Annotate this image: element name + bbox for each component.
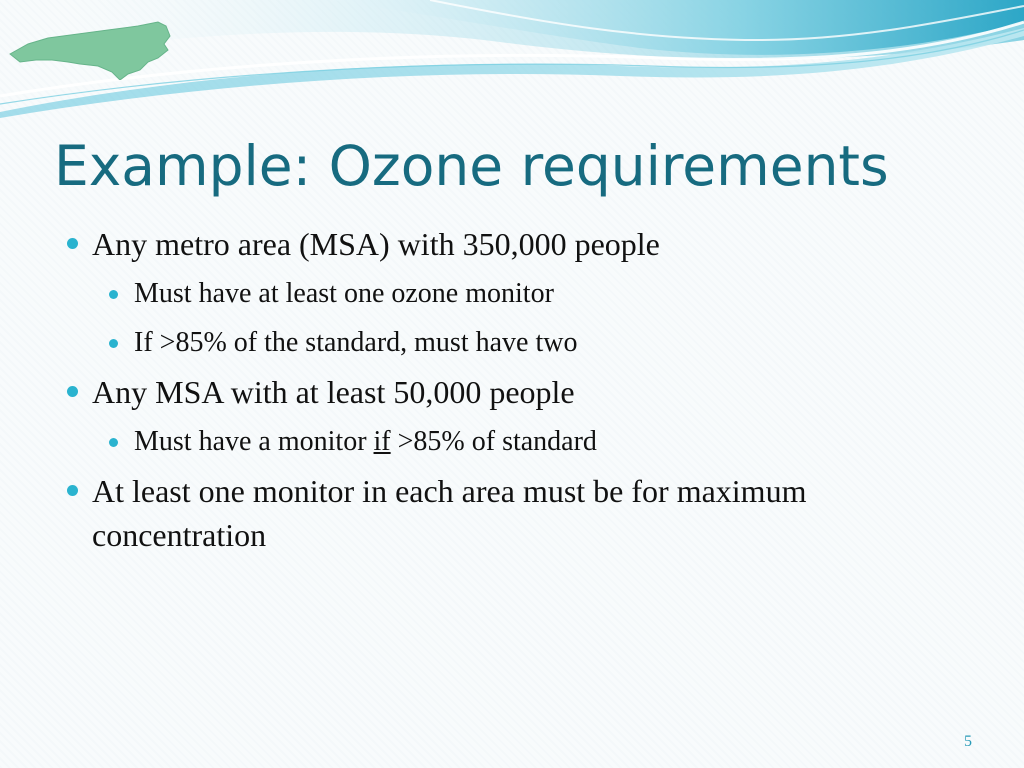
bullet-dot-icon [67, 386, 78, 397]
emphasis-text: if [373, 426, 391, 457]
bullet-dot-icon [67, 485, 78, 496]
sub-bullet-text: Must have at least one ozone monitor [134, 278, 554, 309]
bullet-dot-icon [109, 339, 118, 348]
sub-bullet-item [62, 420, 962, 464]
bullet-item [62, 370, 962, 414]
bullet-dot-icon [109, 290, 118, 299]
sub-bullet-text: If >85% of the standard, must have two [134, 327, 578, 358]
bullet-text: Any metro area (MSA) with 350,000 people [92, 226, 660, 262]
bullet-item [62, 469, 962, 557]
sub-bullet-text-pre: Must have a monitor [134, 426, 374, 457]
page-number: 5 [964, 733, 972, 750]
slide-title: Example: Ozone requirements [54, 134, 889, 198]
bullet-dot-icon [109, 438, 118, 447]
sub-bullet-item [62, 321, 962, 365]
bullet-dot-icon [67, 238, 78, 249]
bullet-text: At least one monitor in each area must be for maximum concentration [92, 473, 807, 553]
sub-bullet-text-post: >85% of standard [390, 426, 597, 457]
bullet-item [62, 222, 962, 266]
north-carolina-map-icon [8, 14, 173, 80]
bullet-text: Any MSA with at least 50,000 people [92, 374, 575, 410]
sub-bullet-item [62, 272, 962, 316]
bullet-list [62, 222, 962, 563]
